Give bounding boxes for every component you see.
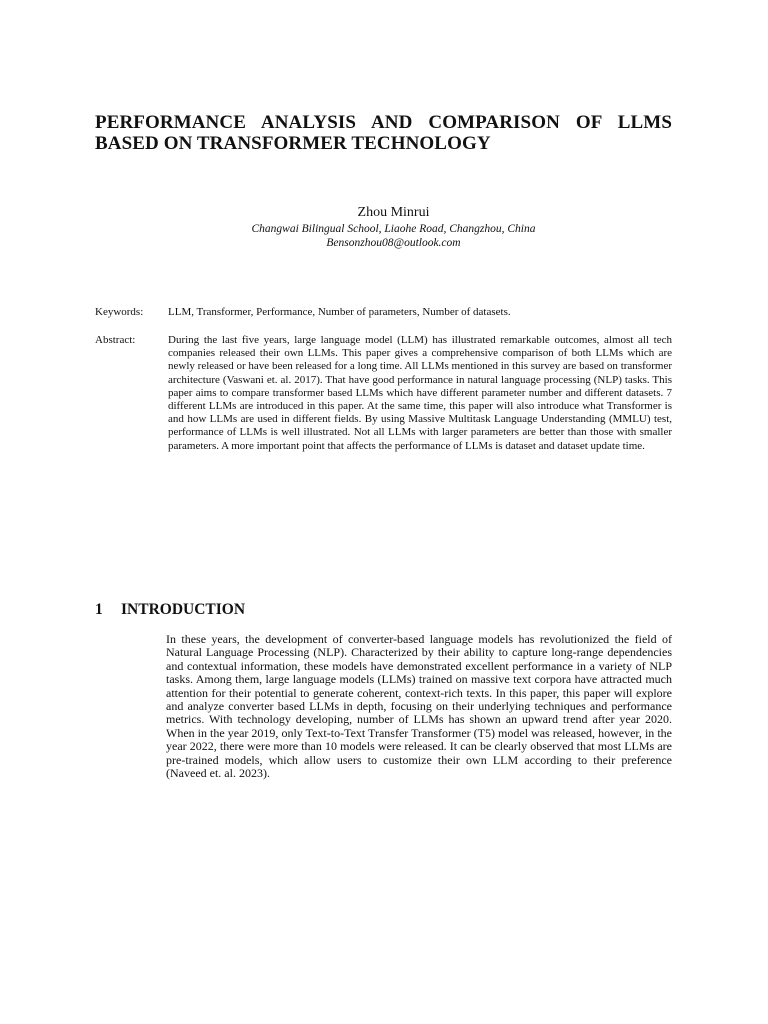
keywords-text: LLM, Transformer, Performance, Number of parameters, Number of datasets. bbox=[168, 306, 511, 318]
section-heading-introduction bbox=[95, 601, 245, 619]
section-title: INTRODUCTION bbox=[121, 601, 246, 618]
abstract-text: During the last five years, large language model (LLM) has illustrated remarkable outcomes, almost all tech companies released their own LLMs. This paper gives a comprehensive comparison of both LLMs which are newly released or have been released for a long time. All LLMs mentioned in this survey are based on transformer architecture (Vaswani et. al. 2017). That have good performance in natural language processing (NLP) tasks. This paper aims to compare transformer based LLMs which have different parameter number and different datasets. 7 different LLMs are introduced in this paper. At the same time, this paper will also introduce what Transformer is and how LLMs are used in different fields. By using Massive Multitask Language Understanding (MMLU) test, performance of LLMs is well illustrated. Not all LLMs with larger parameters are better than those with smaller parameters. A more important point that affects the performance of LLMs is dataset and dataset update time. bbox=[168, 334, 672, 452]
author-block bbox=[95, 205, 692, 250]
paper-title: PERFORMANCE ANALYSIS AND COMPARISON OF LLMS BASED ON TRANSFORMER TECHNOLOGY bbox=[95, 112, 672, 154]
section-number: 1 bbox=[95, 601, 103, 618]
author-email: Bensonzhou08@outlook.com bbox=[326, 237, 461, 249]
keywords-label: Keywords: bbox=[95, 306, 144, 318]
introduction-paragraph: In these years, the development of converter-based language models has revolutionized the field of Natural Language Processing (NLP). Characterized by their ability to capture long-range dependencies and contextual information, these models have demonstrated excellent performance in a variety of NLP tasks. Among them, large language models (LLMs) trained on massive text corpora have attracted much attention for their potential to generate coherent, context-rich texts. In this paper, this paper will explore and analyze converter based LLMs in depth, focusing on their underlying techniques and performance metrics. With technology developing, number of LLMs has shown an upward trend after year 2020. When in the year 2019, only Text-to-Text Transfer Transformer (T5) model was released, however, in the year 2022, there were more than 10 models were released. It can be clearly observed that most LLMs are pre-trained models, which allow users to customize their own LLM according to their preference (Naveed et. al. 2023). bbox=[166, 632, 672, 781]
abstract-label: Abstract: bbox=[95, 334, 136, 346]
abstract-row bbox=[95, 334, 672, 474]
author-affiliation: Changwai Bilingual School, Liaohe Road, Changzhou, China bbox=[251, 223, 536, 235]
keywords-row bbox=[95, 306, 672, 320]
author-name: Zhou Minrui bbox=[357, 205, 430, 220]
